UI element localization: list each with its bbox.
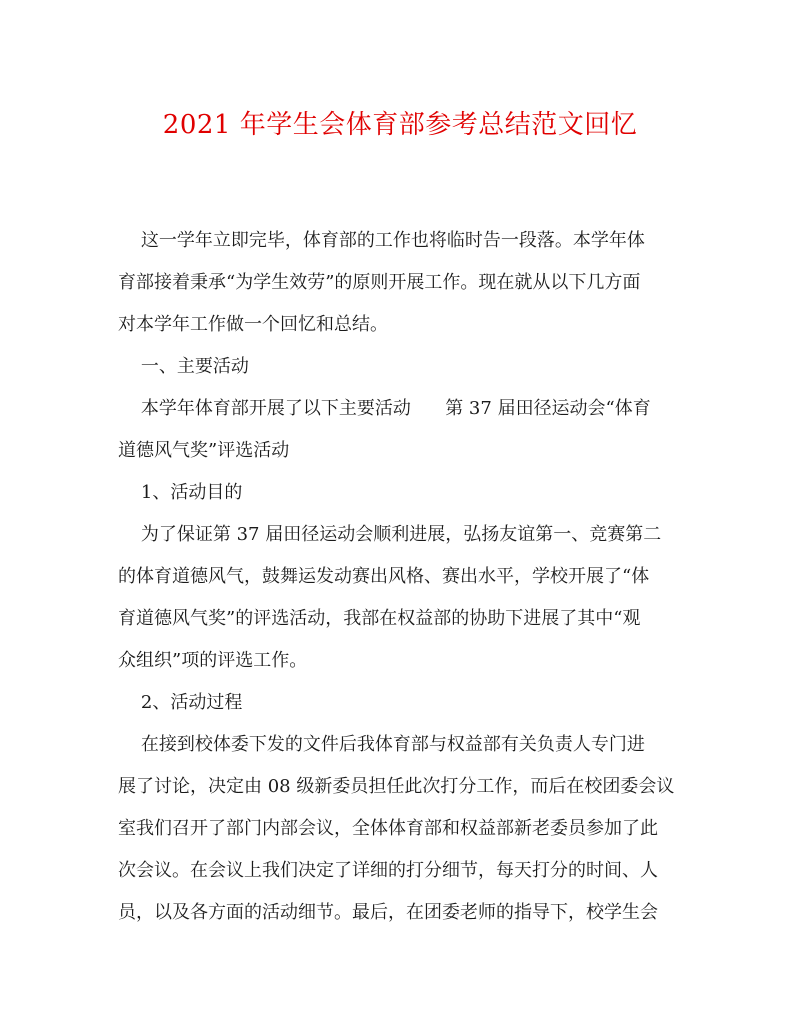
- section-heading: 一、主要活动: [118, 356, 249, 377]
- document-body: [118, 220, 678, 934]
- text-line: 次会议。在会议上我们决定了详细的打分细节，每天打分的时间、人: [118, 860, 658, 881]
- subsection-heading: 1、活动目的: [118, 482, 243, 503]
- text-line: 为了保证第 37 届田径运动会顺利进展，弘扬友谊第一、竞赛第二: [118, 524, 662, 545]
- page-title: 2021 年学生会体育部参考总结范文回忆: [162, 110, 638, 140]
- text-line: 道德风气奖”评选活动: [118, 440, 290, 461]
- text-line: 在接到校体委下发的文件后我体育部与权益部有关负责人专门进: [118, 734, 645, 755]
- text-line: 众组织”项的评选工作。: [118, 650, 308, 671]
- text-line: 员，以及各方面的活动细节。最后，在团委老师的指导下，校学生会: [118, 902, 658, 923]
- subsection-heading: 2、活动过程: [118, 692, 243, 713]
- text-line: 室我们召开了部门内部会议，全体体育部和权益部新老委员参加了此: [118, 818, 658, 839]
- text-line: 展了讨论，决定由 08 级新委员担任此次打分工作，而后在校团委会议: [118, 776, 675, 797]
- text-line: 这一学年立即完毕，体育部的工作也将临时告一段落。本学年体: [118, 230, 645, 251]
- text-line: 育部接着秉承“为学生效劳”的原则开展工作。现在就从以下几方面: [118, 272, 641, 293]
- text-line: 的体育道德风气，鼓舞运发动赛出风格、赛出水平，学校开展了“体: [118, 566, 650, 587]
- text-line: 本学年体育部开展了以下主要活动 第 37 届田径运动会“体育: [118, 398, 651, 419]
- text-line: 对本学年工作做一个回忆和总结。: [118, 314, 388, 335]
- text-line: 育道德风气奖”的评选活动，我部在权益部的协助下进展了其中“观: [118, 608, 641, 629]
